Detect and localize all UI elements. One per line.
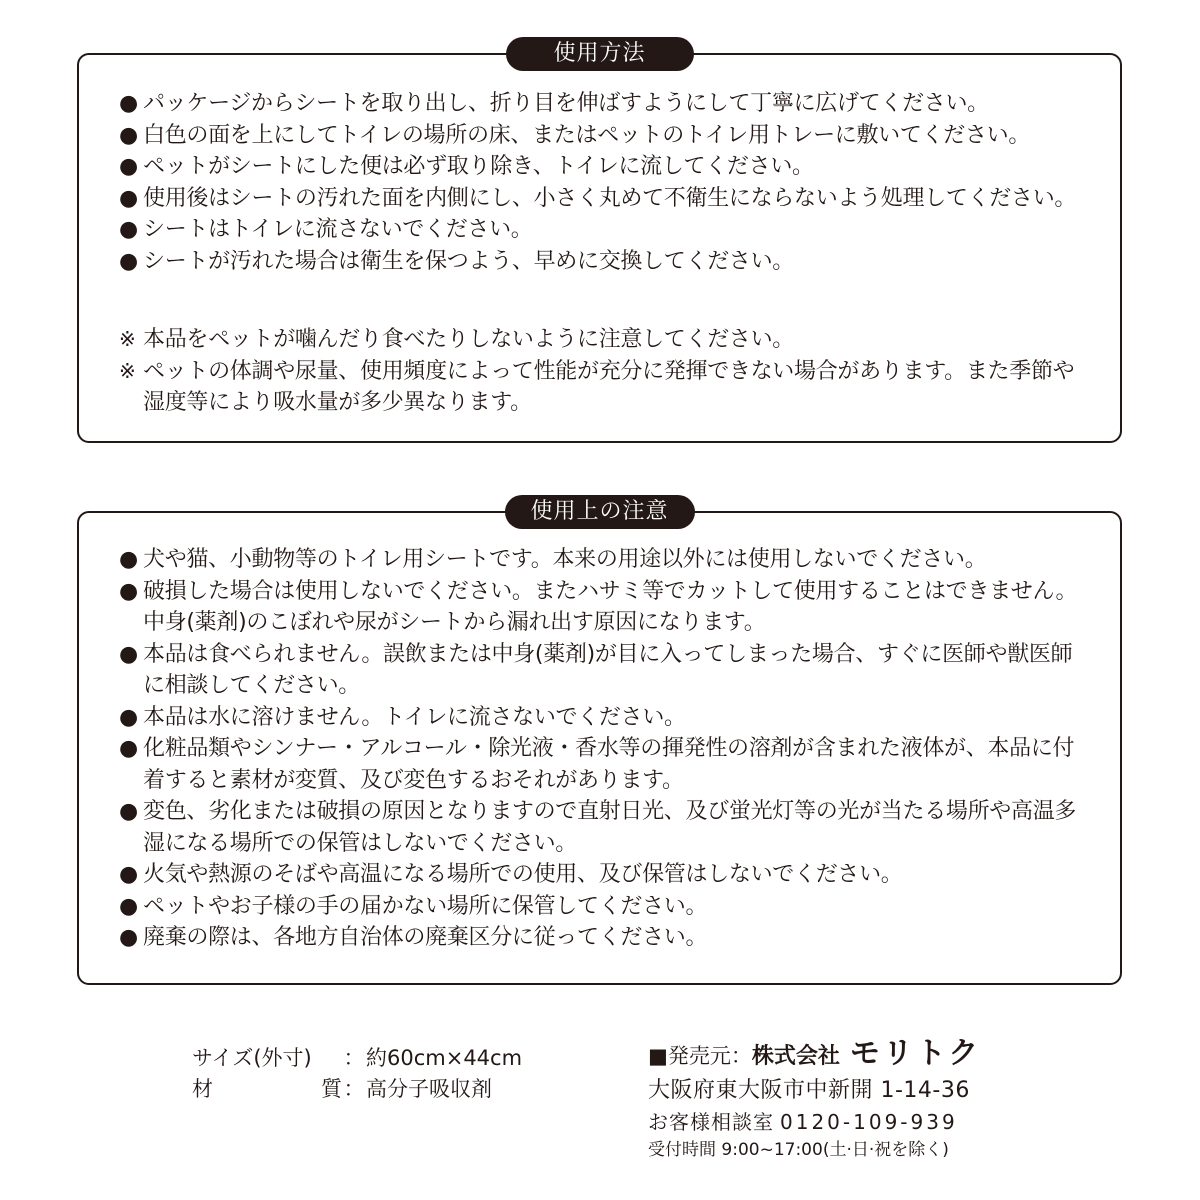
reference-mark-icon: ※ [119,358,136,383]
support-tel: 0120-109-939 [780,1110,958,1134]
cautions-list [119,544,1090,954]
usage-section [77,41,1122,443]
usage-notes [119,324,1090,419]
company-type: 株式会社 [751,1044,840,1069]
bullet-icon: ● [119,704,138,730]
spec-separator: ： [343,1046,365,1070]
caution-item: ● 破損した場合は使用しないでください。またハサミ等でカットして使用することはできません。中身(薬剤)のこぼれや尿がシートから漏れ出す原因になります。 [119,576,1090,639]
bullet-icon: ● [119,862,138,887]
spec-size-row [192,1043,522,1074]
usage-note: ※ ペットの体調や尿量、使用頻度によって性能が充分に発揮できない場合があります。また季節や湿度等により吸水量が多少異なります。 [119,356,1090,419]
caution-item: ● 変色、劣化または破損の原因となりますので直射日光、及び蛍光灯等の光が当たる場所や高温多湿になる場所での保管はしないでください。 [119,796,1090,859]
company-brand: モリトク [849,1036,982,1071]
company-address: 大阪府東大阪市中新開 1-14-36 [648,1078,970,1103]
caution-item: ● 廃棄の際は、各地方自治体の廃棄区分に従ってください。 [119,922,1090,954]
bullet-icon: ● [119,799,138,824]
usage-section-title: 使用方法 [506,37,694,71]
spec-separator: ： [343,1077,365,1101]
support-line [648,1107,981,1137]
usage-note: ※ 本品をペットが噛んだり食べたりしないように注意してください。 [119,324,1090,356]
bullet-icon: ● [119,248,138,274]
caution-item: ● 本品は水に溶けません。トイレに流さないでください。 [119,702,1090,734]
bullet-icon: ● [119,154,138,179]
cautions-section [77,499,1122,985]
bullet-icon: ● [119,893,138,919]
product-spec [192,1043,522,1105]
caution-item: ● 本品は食べられません。誤飲または中身(薬剤)が目に入ってしまった場合、すぐに医師や獣医師に相談してください。 [119,639,1090,702]
bullet-icon: ● [119,122,138,148]
spec-material-label: 材 質 [192,1077,342,1101]
usage-item: ● ペットがシートにした便は必ず取り除き、トイレに流してください。 [119,151,1090,183]
company-info [648,1036,981,1163]
bullet-icon: ● [119,736,138,761]
support-label: お客様相談室 [648,1110,774,1134]
bullet-icon: ● [119,925,138,950]
spec-size-label: サイズ(外寸) [192,1046,312,1070]
caution-item: ● 化粧品類やシンナー・アルコール・除光液・香水等の揮発性の溶剤が含まれた液体が、本品に付着すると素材が変質、及び変色するおそれがあります。 [119,733,1090,796]
spec-material-row [192,1074,522,1105]
usage-item: ● シートはトイレに流さないでください。 [119,214,1090,246]
bullet-icon: ● [119,547,138,572]
usage-item: ● 使用後はシートの汚れた面を内側にし、小さく丸めて不衛生にならないよう処理してください。 [119,183,1090,215]
bullet-icon: ● [119,578,138,604]
usage-item: ● 白色の面を上にしてトイレの場所の床、またはペットのトイレ用トレーに敷いてください。 [119,120,1090,152]
bullet-icon: ● [119,641,138,667]
reference-mark-icon: ※ [119,327,136,351]
seller-prefix: ■発売元： [648,1044,752,1068]
usage-list [119,88,1090,277]
usage-item: ● パッケージからシートを取り出し、折り目を伸ばすようにして丁寧に広げてください。 [119,88,1090,120]
bullet-icon: ● [119,91,138,116]
cautions-section-title: 使用上の注意 [504,495,694,529]
caution-item: ● 火気や熱源のそばや高温になる場所での使用、及び保管はしないでください。 [119,859,1090,891]
caution-item: ● 犬や猫、小動物等のトイレ用シートです。本来の用途以外には使用しないでください。 [119,544,1090,576]
spec-size-value: 約60cm×44cm [366,1046,523,1070]
bullet-icon: ● [119,217,138,242]
seller-line [648,1036,981,1075]
caution-item: ● ペットやお子様の手の届かない場所に保管してください。 [119,891,1090,923]
spec-material-value: 高分子吸収剤 [366,1077,492,1101]
usage-item: ● シートが汚れた場合は衛生を保つよう、早めに交換してください。 [119,246,1090,278]
bullet-icon: ● [119,185,138,211]
support-hours: 受付時間 9:00~17:00(土·日·祝を除く) [648,1140,949,1160]
